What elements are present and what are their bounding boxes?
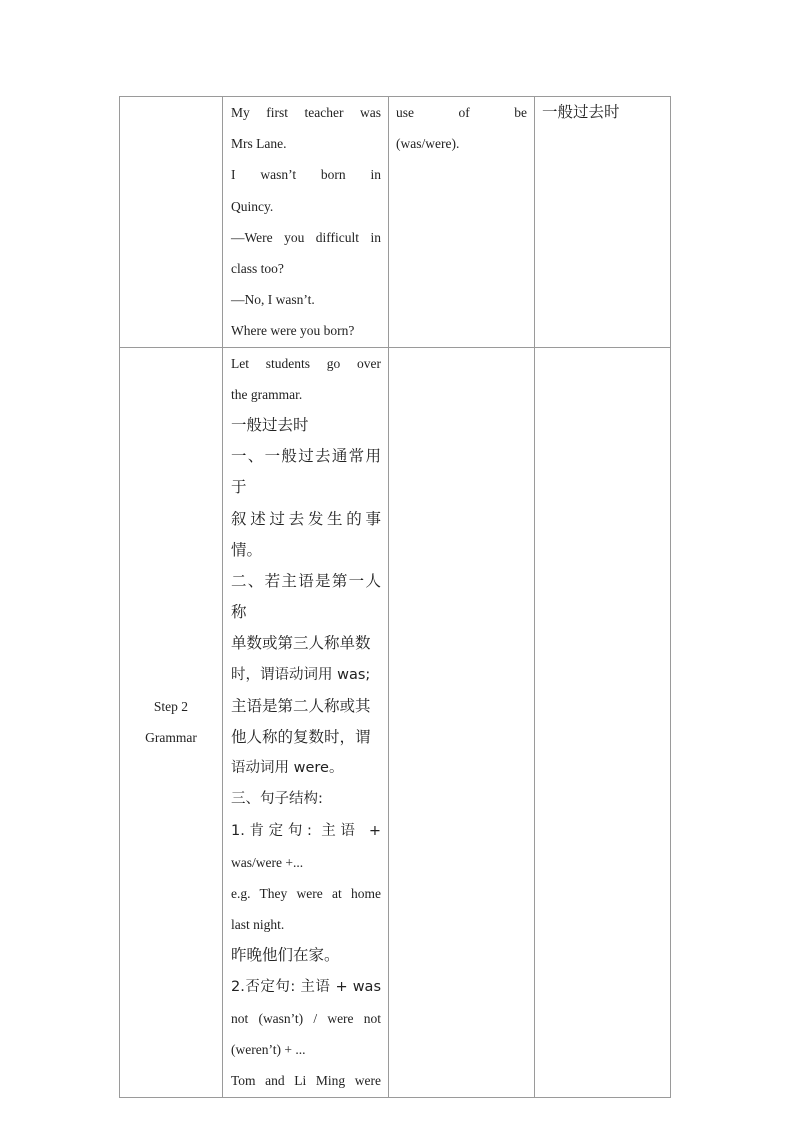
- activity-line: I wasn’t born in: [231, 167, 381, 183]
- activity-line: 叙述过去发生的事情。: [231, 509, 381, 559]
- activity-line: Where were you born?: [231, 323, 355, 339]
- step-label: Step 2: [153, 698, 189, 714]
- activity-line: 1.肯定句: 主语 +: [231, 822, 381, 839]
- activity-line: Tom and Li Ming were: [231, 1073, 381, 1089]
- activity-line: Let students go over: [231, 355, 381, 371]
- note-text: 一般过去时: [542, 103, 620, 121]
- step-cell: [120, 97, 223, 348]
- activity-line: Mrs Lane.: [231, 136, 287, 152]
- activity-line: 语动词用 were。: [231, 760, 344, 777]
- note-cell: [535, 347, 671, 1097]
- activity-line: —No, I wasn’t.: [231, 292, 315, 308]
- step-name: Grammar: [145, 730, 197, 746]
- purpose-line: use of be: [396, 105, 527, 120]
- table-row: [120, 347, 671, 1097]
- activity-line: 单数或第三人称单数: [231, 634, 371, 653]
- activity-cell: [223, 97, 389, 348]
- activity-line: My first teacher was: [231, 105, 381, 120]
- activity-line: the grammar.: [231, 386, 303, 402]
- activity-line: 二、若主语是第一人称: [231, 572, 381, 622]
- activity-line: not (wasn’t) / were not: [231, 1010, 381, 1026]
- activity-line: 时，谓语动词用 was;: [231, 666, 371, 683]
- purpose-line: (was/were).: [396, 136, 460, 152]
- activity-line: 主语是第二人称或其: [231, 696, 371, 715]
- activity-line: last night.: [231, 917, 285, 933]
- table-row: [120, 97, 671, 348]
- activity-line: 昨晚他们在家。: [231, 946, 340, 965]
- activity-line: 一般过去时: [231, 416, 309, 435]
- activity-line: 三、句子结构:: [231, 791, 323, 808]
- activity-line: 2.否定句: 主语 + was: [231, 978, 381, 995]
- activity-line: 他人称的复数时，谓: [231, 728, 371, 747]
- activity-line: e.g. They were at home: [231, 886, 381, 902]
- activity-line: class too?: [231, 261, 284, 277]
- activity-line: Quincy.: [231, 198, 274, 214]
- activity-line: 一、一般过去通常用于: [231, 447, 381, 497]
- purpose-cell: [389, 97, 535, 348]
- lesson-plan-table: [119, 96, 671, 1098]
- step-cell: [120, 347, 223, 1097]
- note-cell: [535, 97, 671, 348]
- activity-cell: [223, 347, 389, 1097]
- activity-line: (weren’t) + ...: [231, 1042, 306, 1058]
- activity-line: —Were you difficult in: [231, 229, 381, 245]
- purpose-cell: [389, 347, 535, 1097]
- activity-line: was/were +...: [231, 854, 304, 870]
